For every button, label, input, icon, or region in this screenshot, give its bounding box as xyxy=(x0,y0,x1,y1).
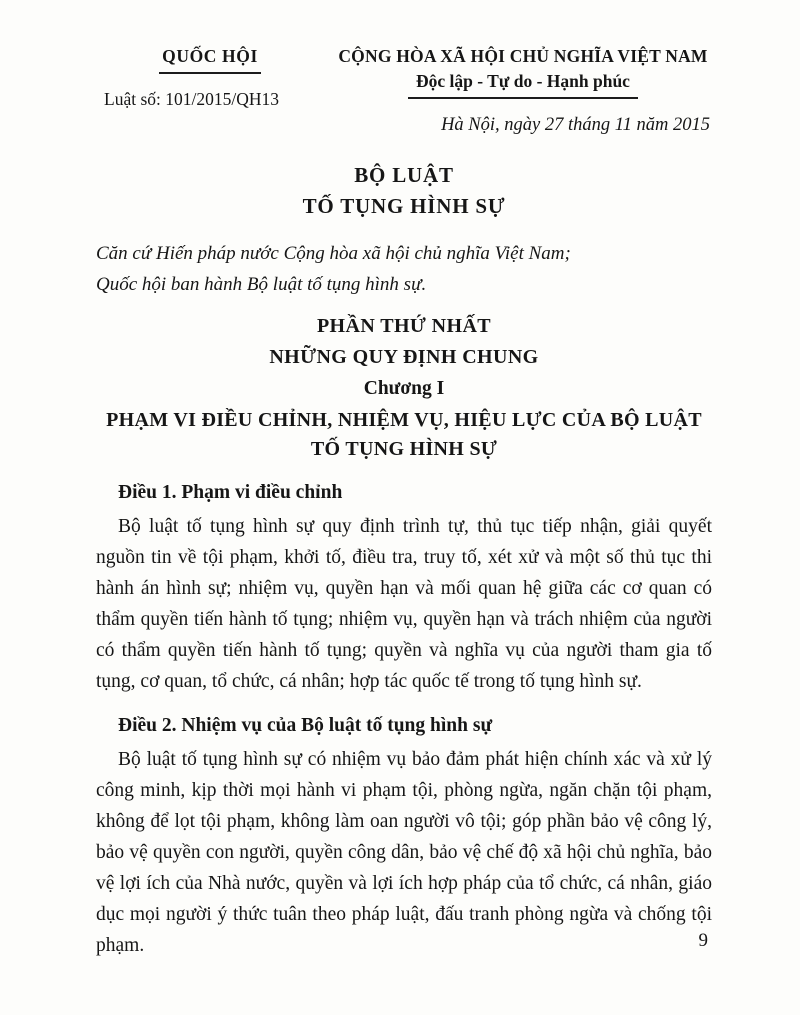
law-title xyxy=(96,160,712,222)
header-issuer-block xyxy=(96,46,324,110)
dateline: Hà Nội, ngày 27 tháng 11 năm 2015 xyxy=(441,115,710,135)
preamble-line1: Căn cứ Hiến pháp nước Cộng hòa xã hội chủ nghĩa Việt Nam; xyxy=(96,243,571,264)
law-number: Luật số: 101/2015/QH13 xyxy=(104,89,279,109)
article-2-body: Bộ luật tố tụng hình sự có nhiệm vụ bảo đảm phát hiện chính xác và xử lý công minh, kịp thời mọi hành vi phạm tội, phòng ngừa, ngăn chặn tội phạm, không để lọt tội phạm, không làm oan người vô tội; góp phần bảo vệ công lý, bảo vệ quyền con người, quyền công dân, bảo vệ chế độ xã hội chủ nghĩa, bảo vệ lợi ích của Nhà nước, quyền và lợi ích hợp pháp của tổ chức, cá nhân, giáo dục mọi người ý thức tuân theo pháp luật, đấu tranh phòng ngừa và chống tội phạm. xyxy=(96,749,712,956)
article-1 xyxy=(96,480,712,697)
document-header xyxy=(96,46,712,136)
article-2 xyxy=(96,713,712,961)
article-1-heading: Điều 1. Phạm vi điều chỉnh xyxy=(118,482,343,503)
issuer-name: QUỐC HỘI xyxy=(159,46,261,74)
article-2-heading: Điều 2. Nhiệm vụ của Bộ luật tố tụng hình sự xyxy=(118,715,493,736)
part-title: NHỮNG QUY ĐỊNH CHUNG xyxy=(269,346,539,368)
preamble xyxy=(96,238,712,300)
law-title-line2: TỐ TỤNG HÌNH SỰ xyxy=(302,194,506,218)
national-motto: Độc lập - Tự do - Hạnh phúc xyxy=(408,71,638,99)
page-number: 9 xyxy=(698,930,708,951)
law-title-line1: BỘ LUẬT xyxy=(354,163,454,187)
national-title: CỘNG HÒA XÃ HỘI CHỦ NGHĨA VIỆT NAM xyxy=(338,46,708,66)
article-1-body: Bộ luật tố tụng hình sự quy định trình tự, thủ tục tiếp nhận, giải quyết nguồn tin về tội phạm, khởi tố, điều tra, truy tố, xét xử và một số thủ tục thi hành án hình sự; nhiệm vụ, quyền hạn và mối quan hệ giữa các cơ quan có thẩm quyền tiến hành tố tụng; nhiệm vụ, quyền hạn và trách nhiệm của người có thẩm quyền tiến hành tố tụng; quyền và nghĩa vụ của người tham gia tố tụng, cơ quan, tổ chức, cá nhân; hợp tác quốc tế trong tố tụng hình sự. xyxy=(96,516,712,692)
part-heading xyxy=(96,311,712,464)
chapter-label: Chương I xyxy=(363,378,445,399)
part-label: PHẦN THỨ NHẤT xyxy=(316,315,492,337)
chapter-title: PHẠM VI ĐIỀU CHỈNH, NHIỆM VỤ, HIỆU LỰC CỦA BỘ LUẬT TỐ TỤNG HÌNH SỰ xyxy=(106,409,702,460)
preamble-line2: Quốc hội ban hành Bộ luật tố tụng hình sự. xyxy=(96,274,427,295)
header-national-block xyxy=(324,46,712,136)
